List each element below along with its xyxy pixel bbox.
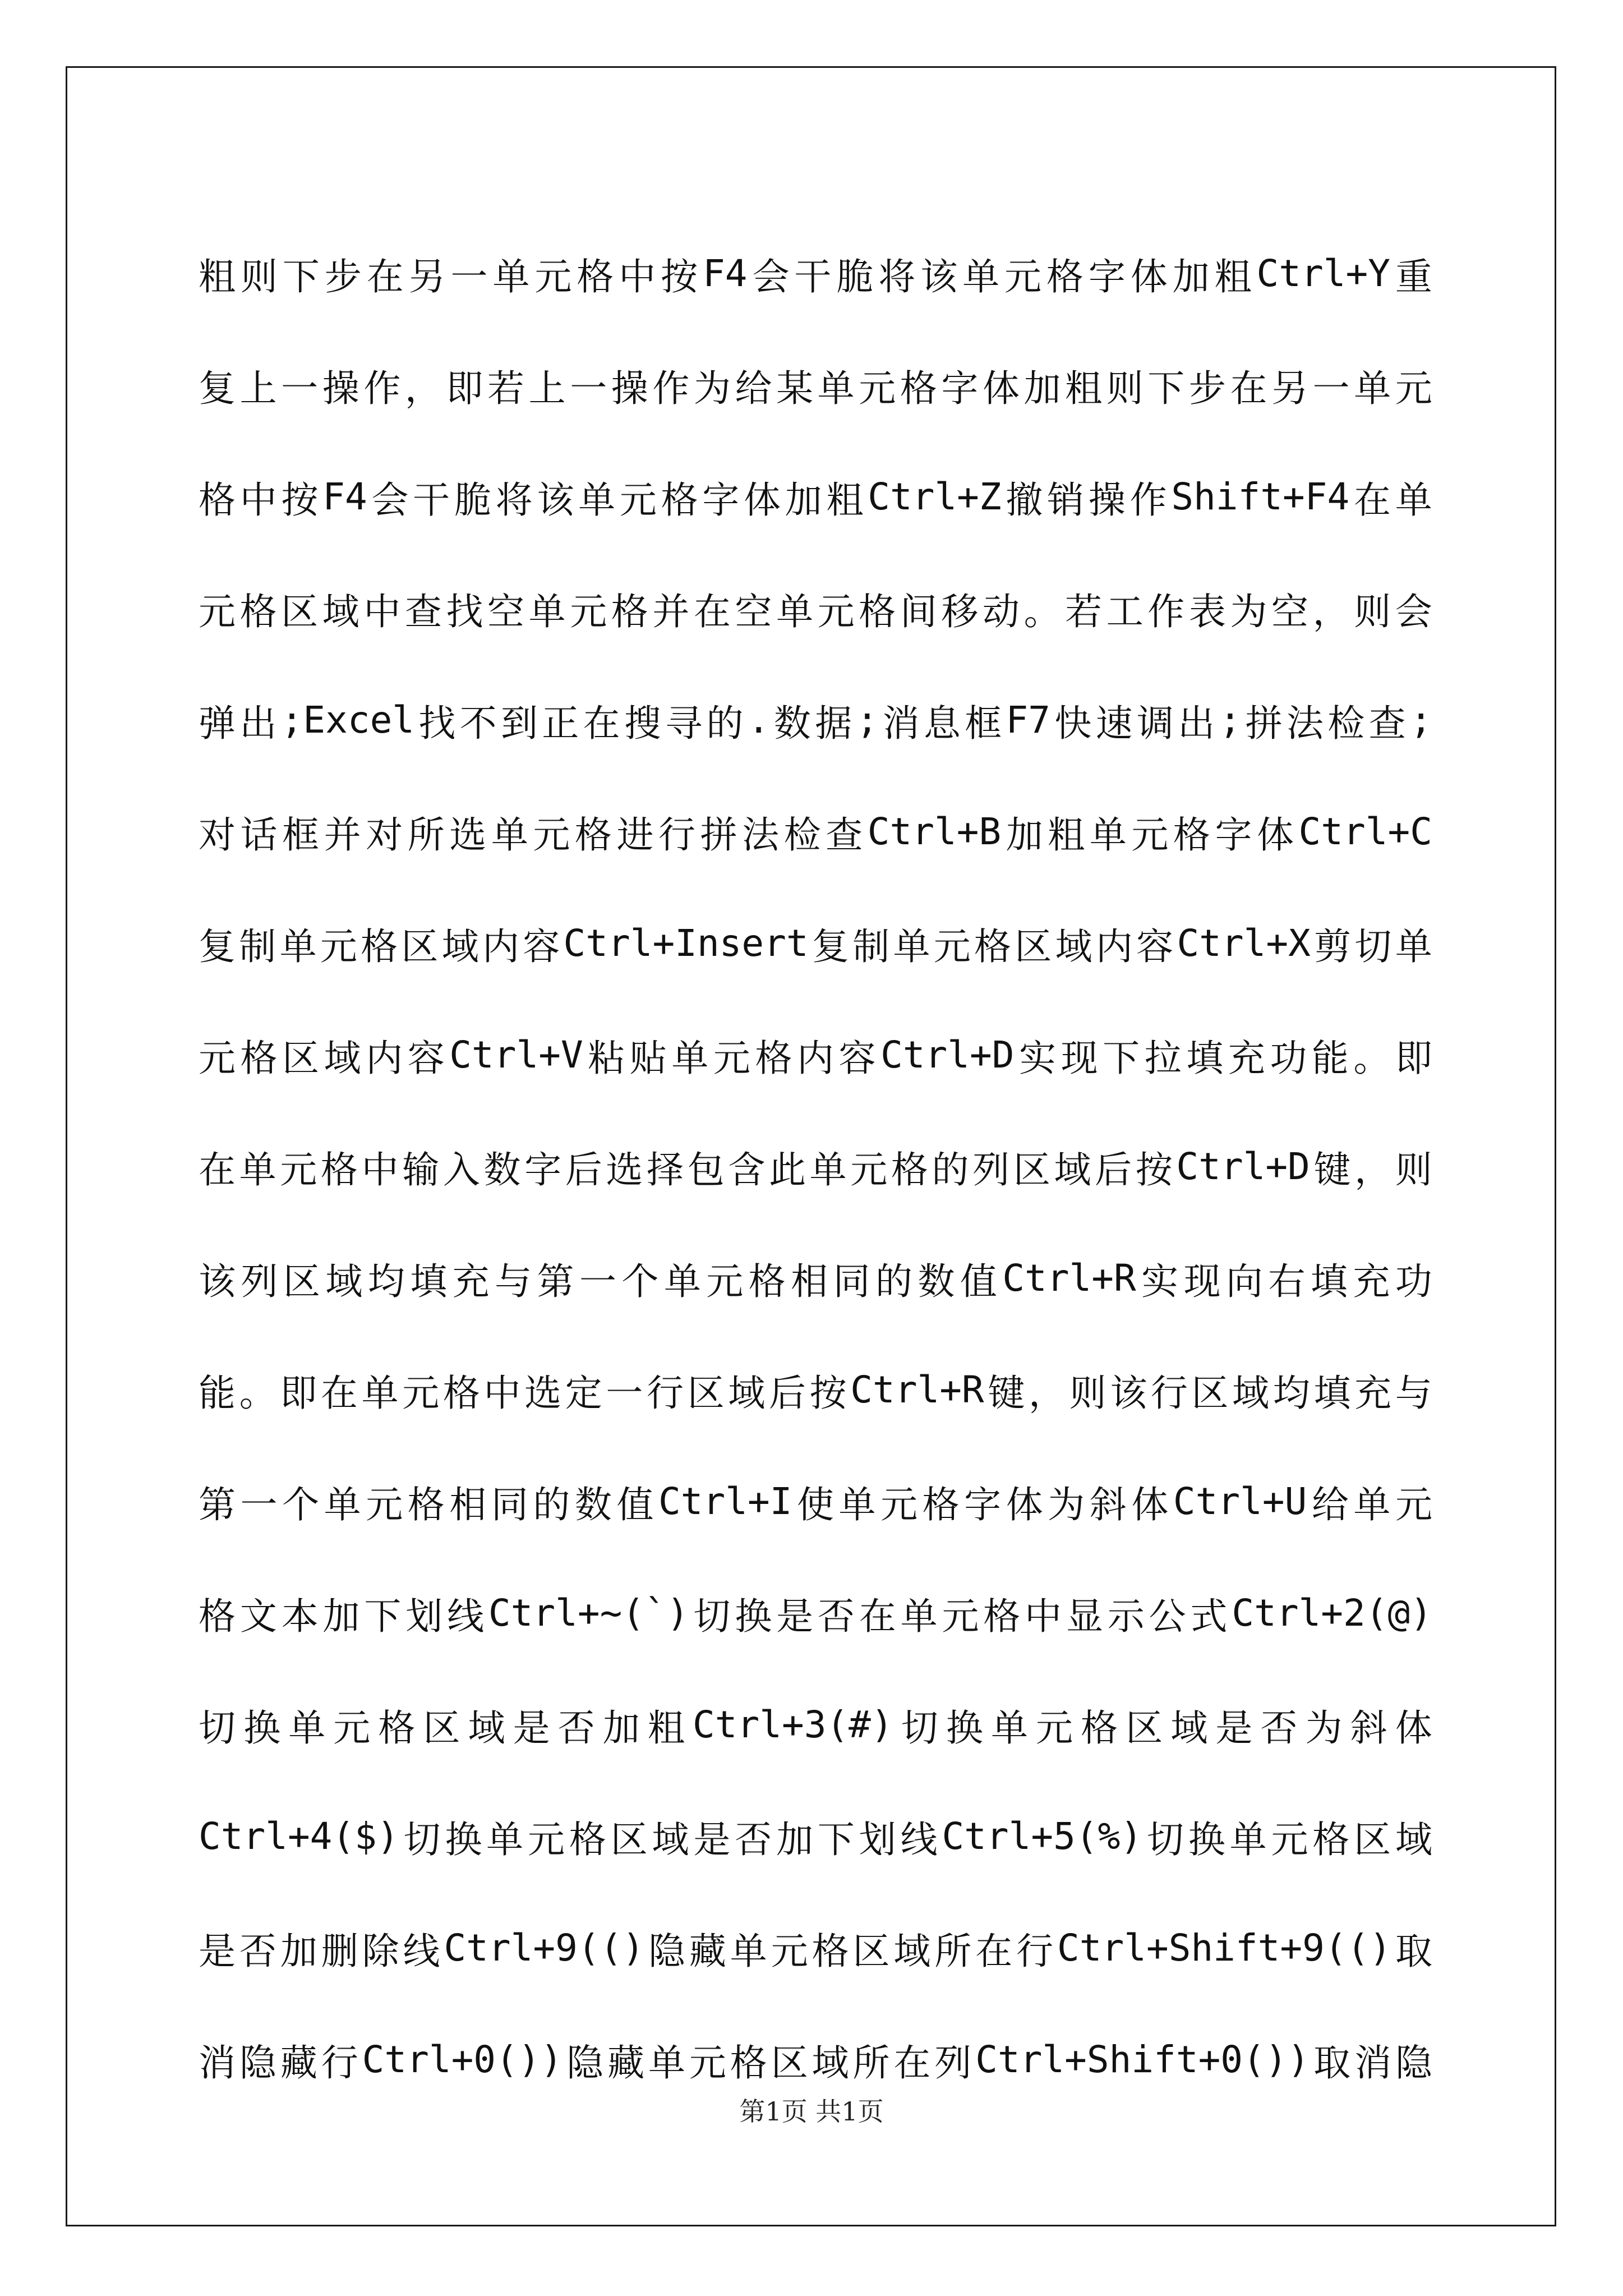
text-line: 对 话 框 并 对 所 选 单 元 格 进 行 拼 法 检 查 Ctrl+B 加 粗 单 元 格 字 体 Ctrl+C (199, 810, 1432, 857)
document-body (199, 218, 1432, 2115)
text-line: 消 隐 藏 行 Ctrl+0()) 隐 藏 单 元 格 区 域 所 在 列 Ctrl+Shift+0()) 取 消 隐 (199, 2038, 1432, 2085)
text-line: 元 格 区 域 内 容 Ctrl+V 粘 贴 单 元 格 内 容 Ctrl+D 实 现 下 拉 填 充 功 能 。 即 (199, 1033, 1432, 1080)
text-line: 粗 则 下 步 在 另 一 单 元 格 中 按 F4 会 干 脆 将 该 单 元 格 字 体 加 粗 Ctrl+Y 重 (199, 252, 1432, 298)
text-line: 格 中 按 F4 会 干 脆 将 该 单 元 格 字 体 加 粗 Ctrl+Z 撤 销 操 作 Shift+F4 在 单 (199, 475, 1432, 522)
page-number-footer: 第1页 共1页 (739, 2096, 884, 2127)
text-line: 是 否 加 删 除 线 Ctrl+9(() 隐 藏 单 元 格 区 域 所 在 行 Ctrl+Shift+9(() 取 (199, 1926, 1432, 1973)
text-line: 格 文 本 加 下 划 线 Ctrl+~(`) 切 换 是 否 在 单 元 格 中 显 示 公 式 Ctrl+2(@) (199, 1591, 1432, 1638)
text-line: 第 一 个 单 元 格 相 同 的 数 值 Ctrl+I 使 单 元 格 字 体 为 斜 体 Ctrl+U 给 单 元 (199, 1480, 1432, 1526)
text-line: 元 格 区 域 中 查 找 空 单 元 格 并 在 空 单 元 格 间 移 动 。 若 工 作 表 为 空 ， 则 会 (199, 590, 1432, 633)
text-line: 能 。 即 在 单 元 格 中 选 定 一 行 区 域 后 按 Ctrl+R 键 ， 则 该 行 区 域 均 填 充 与 (199, 1368, 1432, 1415)
text-line: 弹 出 ;Excel 找 不 到 正 在 搜 寻 的 . 数 据 ; 消 息 框 F7 快 速 调 出 ; 拼 法 检 查 ; (199, 698, 1432, 745)
text-line: Ctrl+4($) 切 换 单 元 格 区 域 是 否 加 下 划 线 Ctrl+5(%) 切 换 单 元 格 区 域 (199, 1815, 1432, 1861)
text-line: 该 列 区 域 均 填 充 与 第 一 个 单 元 格 相 同 的 数 值 Ctrl+R 实 现 向 右 填 充 功 (199, 1257, 1432, 1303)
text-line: 在 单 元 格 中 输 入 数 字 后 选 择 包 含 此 单 元 格 的 列 区 域 后 按 Ctrl+D 键 ， 则 (199, 1145, 1432, 1191)
text-line: 复 上 一 操 作 ， 即 若 上 一 操 作 为 给 某 单 元 格 字 体 加 粗 则 下 步 在 另 一 单 元 (199, 367, 1432, 410)
text-line: 切 换 单 元 格 区 域 是 否 加 粗 Ctrl+3(#) 切 换 单 元 格 区 域 是 否 为 斜 体 (199, 1703, 1432, 1750)
text-line: 复 制 单 元 格 区 域 内 容 Ctrl+Insert 复 制 单 元 格 区 域 内 容 Ctrl+X 剪 切 单 (199, 922, 1432, 968)
